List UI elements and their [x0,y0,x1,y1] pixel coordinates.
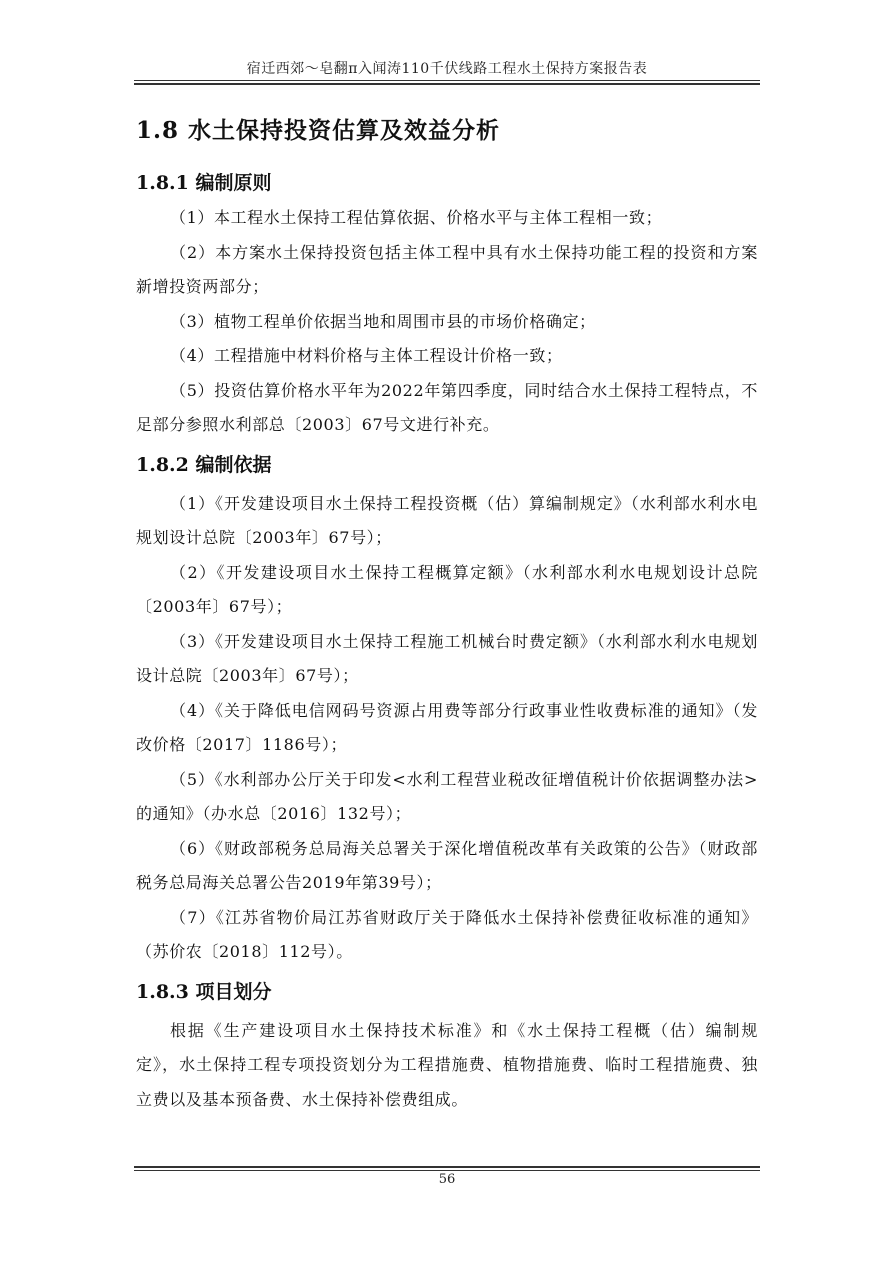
header-rule-thin [134,80,760,81]
paragraph: （1）本工程水土保持工程估算依据、价格水平与主体工程相一致； [170,208,663,227]
document-body [136,108,758,1117]
subsection-title-basis: 1.8.2 编制依据 [136,453,272,476]
paragraph: （4）《关于降低电信网码号资源占用费等部分行政事业性收费标准的通知》（发改价格〔2017〕1186号）； [136,700,758,754]
paragraph: （2）《开发建设项目水土保持工程概算定额》（水利部水利水电规划设计总院〔2003年〕67号）； [136,562,758,616]
division-text [136,1014,758,1118]
paragraph: （5）《水利部办公厅关于印发<水利工程营业税改征增值税计价依据调整办法>的通知》（办水总〔2016〕132号）； [136,769,758,823]
page-number: 56 [438,1172,456,1187]
running-header: 宿迁西郊～皂翻π入闻涛110千伏线路工程水土保持方案报告表 [246,61,648,77]
subsection-title-division: 1.8.3 项目划分 [136,980,272,1003]
basis-list [136,487,758,970]
paragraph: （3）植物工程单价依据当地和周围市县的市场价格确定； [170,311,596,331]
paragraph: （2）本方案水土保持投资包括主体工程中具有水土保持功能工程的投资和方案新增投资两部分； [136,242,758,296]
paragraph: 根据《生产建设项目水土保持技术标准》和《水土保持工程概（估）编制规定》，水土保持工程专项投资划分为工程措施费、植物措施费、临时工程措施费、独立费以及基本预备费、水土保持补偿费组成。 [136,1020,758,1109]
footer-rule-thick [134,1166,760,1168]
paragraph: （3）《开发建设项目水土保持工程施工机械台时费定额》（水利部水利水电规划设计总院〔2003年〕67号）； [136,631,758,685]
paragraph: （1）《开发建设项目水土保持工程投资概（估）算编制规定》（水利部水利水电规划设计总院〔2003年〕67号）； [136,493,758,547]
principles-list [136,201,758,443]
paragraph: （6）《财政部税务总局海关总署关于深化增值税改革有关政策的公告》（财政部税务总局海关总署公告2019年第39号）； [136,838,758,892]
paragraph: （5）投资估算价格水平年为2022年第四季度，同时结合水土保持工程特点，不足部分参照水利部总〔2003〕67号文进行补充。 [136,380,758,434]
header-rule-thick [134,83,760,85]
subsection-title-principles: 1.8.1 编制原则 [136,172,272,194]
paragraph: （4）工程措施中材料价格与主体工程设计价格一致； [170,346,563,365]
section-title: 1.8 水土保持投资估算及效益分析 [136,117,501,144]
footer-rule-thin [134,1170,760,1171]
paragraph: （7）《江苏省物价局江苏省财政厅关于降低水土保持补偿费征收标准的通知》（苏价农〔2018〕112号）。 [136,907,758,961]
